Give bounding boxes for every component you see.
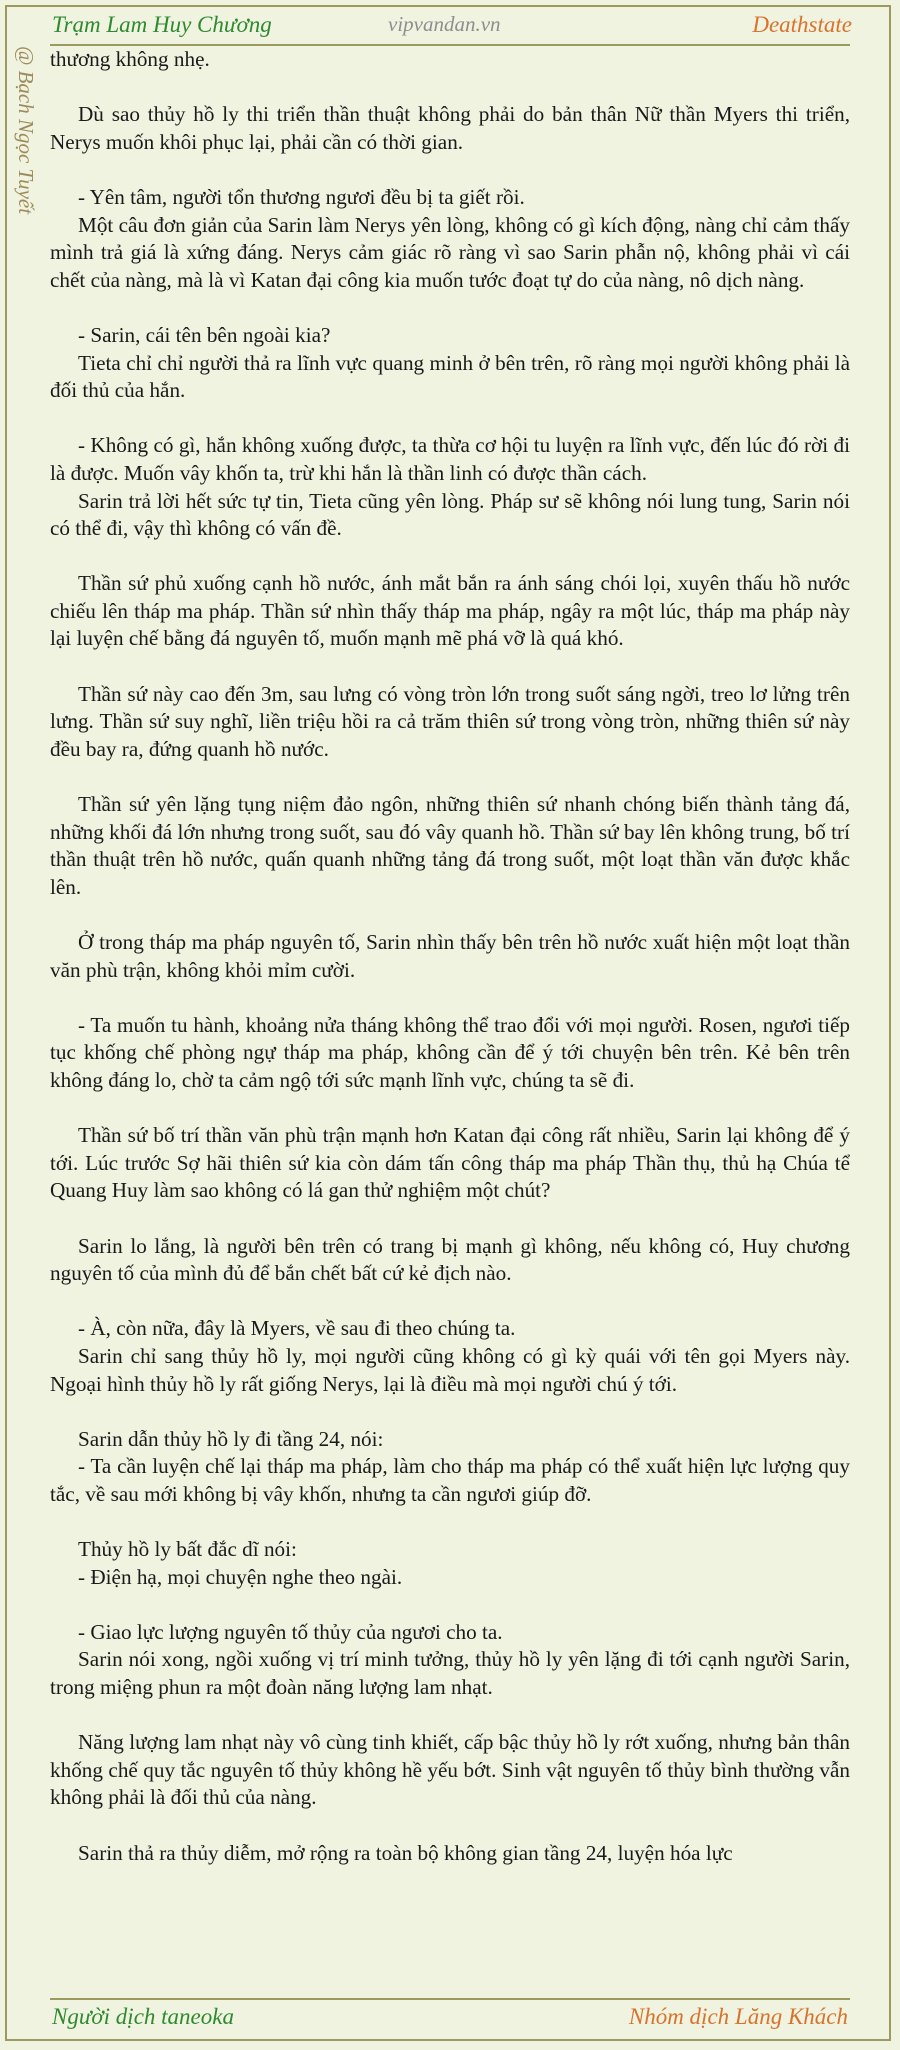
page-header	[52, 8, 852, 42]
header-book-title: Deathstate	[752, 12, 852, 37]
paragraph: thương không nhẹ.	[50, 47, 210, 71]
paragraph-gap	[50, 1508, 850, 1536]
paragraph-gap	[50, 74, 850, 102]
paragraph: - Ta cần luyện chế lại tháp ma pháp, làm cho tháp ma pháp có thể xuất hiện lực lượng quy tắc, về sau mới không bị vây khốn, nhưng ta cần ngươi giúp đỡ.	[50, 1454, 850, 1506]
paragraph-gap	[50, 1205, 850, 1233]
paragraph: Sarin dẫn thủy hồ ly đi tầng 24, nói:	[78, 1426, 384, 1451]
paragraph: - Không có gì, hắn không xuống được, ta thừa cơ hội tu luyện ra lĩnh vực, đến lúc đó rời đi là được. Muốn vây khốn ta, trừ khi hắn là thần linh có được thần cách.	[50, 433, 850, 485]
paragraph-gap	[50, 1812, 850, 1840]
paragraph: Sarin chỉ sang thủy hồ ly, mọi người cũng không có gì kỳ quái với tên gọi Myers này. Ngoại hình thủy hồ ly rất giống Nerys, lại là điều mà mọi người chú ý tới.	[50, 1343, 850, 1396]
side-credit-text: @ Bạch Ngọc Tuyết	[14, 46, 38, 215]
side-credit	[12, 46, 40, 266]
page-footer	[52, 2004, 848, 2038]
header-website[interactable]: vipvandan.vn	[388, 12, 501, 36]
paragraph: Tieta chỉ chỉ người thả ra lĩnh vực quang minh ở bên trên, rõ ràng mọi người không phải là đối thủ của hắn.	[50, 350, 850, 403]
paragraph: Thần sứ bố trí thần văn phù trận mạnh hơn Katan đại công rất nhiều, Sarin lại không để ý tới. Lúc trước Sợ hãi thiên sứ kia còn dám tấn công tháp ma pháp Thần thụ, thủ hạ Chúa tể Quang Huy làm sao không có lá gan thử nghiệm một chút?	[50, 1123, 850, 1203]
paragraph-gap	[50, 1398, 850, 1426]
paragraph: Dù sao thủy hồ ly thi triển thần thuật không phải do bản thân Nữ thần Myers thi triển, Nerys muốn khôi phục lại, phải cần có thời gian.	[50, 102, 850, 154]
paragraph: - Yên tâm, người tổn thương ngươi đều bị ta giết rồi.	[78, 184, 525, 209]
header-site-title: Trạm Lam Huy Chương	[52, 12, 272, 37]
paragraph: Năng lượng lam nhạt này vô cùng tinh khiết, cấp bậc thủy hồ ly rớt xuống, nhưng bản thân khống chế quy tắc nguyên tố thủy không hề yếu bớt. Sinh vật nguyên tố thủy bình thường vẫn không phải là đối thủ của nàng.	[50, 1730, 850, 1810]
paragraph: Sarin thả ra thủy diễm, mở rộng ra toàn bộ không gian tầng 24, luyện hóa lực	[78, 1840, 733, 1865]
paragraph: - Giao lực lượng nguyên tố thủy của ngươi cho ta.	[78, 1619, 503, 1644]
paragraph: Sarin nói xong, ngồi xuống vị trí minh tưởng, thủy hồ ly yên lặng đi tới cạnh người Sarin, trong miệng phun ra một đoàn năng lượng lam nhạt.	[50, 1647, 850, 1700]
chapter-body	[50, 46, 850, 1867]
paragraph-gap	[50, 901, 850, 929]
paragraph: - À, còn nữa, đây là Myers, về sau đi theo chúng ta.	[78, 1316, 516, 1341]
paragraph: Sarin trả lời hết sức tự tin, Tieta cũng yên lòng. Pháp sư sẽ không nói lung tung, Sarin nói có thể đi, vậy thì không có vấn đề.	[50, 488, 850, 541]
paragraph: Sarin lo lắng, là người bên trên có trang bị mạnh gì không, nếu không có, Huy chương nguyên tố của mình đủ để bắn chết bất cứ kẻ địch nào.	[50, 1233, 850, 1286]
paragraph-gap	[50, 1095, 850, 1123]
paragraph-gap	[50, 1288, 850, 1316]
paragraph: Thần sứ phủ xuống cạnh hồ nước, ánh mắt bắn ra ánh sáng chói lọi, xuyên thấu hồ nước chiếu lên tháp ma pháp. Thần sứ nhìn thấy tháp ma pháp, ngây ra một lúc, tháp ma pháp này lại luyện chế bằng đá nguyên tố, muốn mạnh mẽ phá vỡ là quá khó.	[50, 571, 850, 651]
footer-group: Nhóm dịch Lăng Khách	[628, 2004, 848, 2029]
paragraph: Thần sứ yên lặng tụng niệm đảo ngôn, những thiên sứ nhanh chóng biến thành tảng đá, những khối đá lớn nhưng trong suốt, sau đó vây quanh hồ. Thần sứ bay lên không trung, bố trí thần thuật trên hồ nước, quấn quanh những tảng đá trong suốt, một loạt thần văn được khắc lên.	[50, 792, 850, 899]
paragraph: Một câu đơn giản của Sarin làm Nerys yên lòng, không có gì kích động, nàng chỉ cảm thấy mình trả giá là xứng đáng. Nerys cảm giác rõ ràng vì sao Sarin phẫn nộ, không phải vì cái chết của nàng, mà là vì Katan đại công kia muốn tước đoạt tự do của nàng, nô dịch nàng.	[50, 212, 850, 292]
paragraph-gap	[50, 1702, 850, 1730]
paragraph-gap	[50, 653, 850, 681]
paragraph-gap	[50, 543, 850, 571]
paragraph: - Ta muốn tu hành, khoảng nửa tháng không thể trao đổi với mọi người. Rosen, ngươi tiếp tục khống chế phòng ngự tháp ma pháp, không cần để ý tới chuyện bên trên. Kẻ bên trên không đáng lo, chờ ta cảm ngộ tới sức mạnh lĩnh vực, chúng ta sẽ đi.	[50, 1012, 850, 1092]
paragraph-gap	[50, 405, 850, 433]
paragraph-gap	[50, 763, 850, 791]
paragraph: - Điện hạ, mọi chuyện nghe theo ngài.	[78, 1564, 403, 1589]
paragraph-gap	[50, 294, 850, 322]
paragraph-gap	[50, 1591, 850, 1619]
paragraph: Thần sứ này cao đến 3m, sau lưng có vòng tròn lớn trong suốt sáng ngời, treo lơ lửng trên lưng. Thần sứ suy nghĩ, liền triệu hồi ra cả trăm thiên sứ trong vòng tròn, những thiên sứ này đều bay ra, đứng quanh hồ nước.	[50, 681, 850, 761]
paragraph: Ở trong tháp ma pháp nguyên tố, Sarin nhìn thấy bên trên hồ nước xuất hiện một loạt thần văn phù trận, không khỏi mỉm cười.	[50, 930, 850, 982]
footer-translator: Người dịch taneoka	[52, 2004, 234, 2029]
paragraph: - Sarin, cái tên bên ngoài kia?	[78, 322, 331, 347]
paragraph-gap	[50, 156, 850, 184]
paragraph-gap	[50, 984, 850, 1012]
paragraph: Thủy hồ ly bất đắc dĩ nói:	[78, 1537, 297, 1562]
footer-divider	[50, 1998, 850, 2000]
